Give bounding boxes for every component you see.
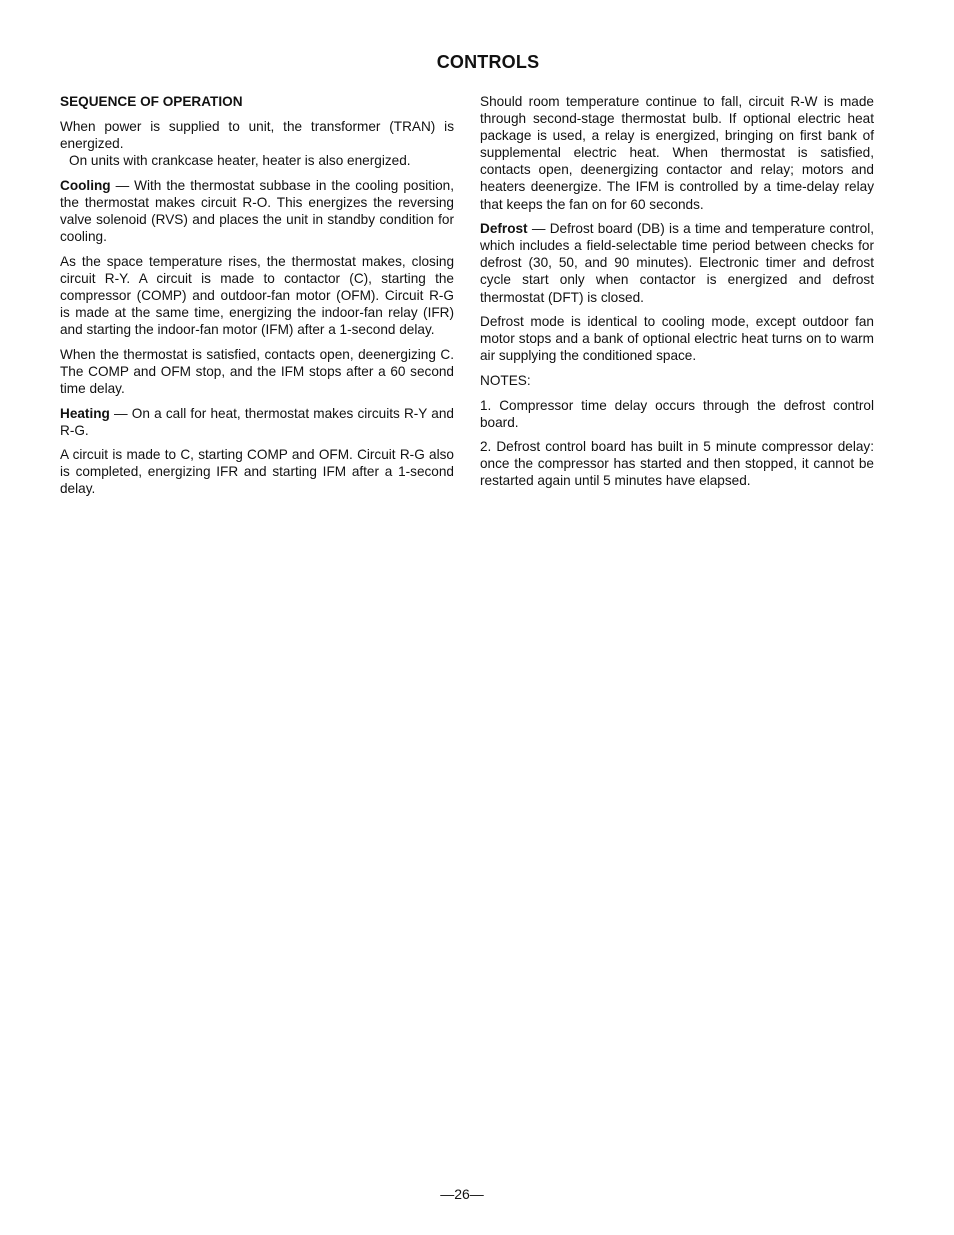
paragraph-circuit-to-c: A circuit is made to C, starting COMP and OFM. Circuit R-G also is completed, energizing IFR and starting IFM after a 1-second delay. — [60, 447, 454, 497]
section-heading-sequence-of-operation: SEQUENCE OF OPERATION — [60, 94, 243, 109]
paragraph-room-temperature-fall: Should room temperature continue to fall, circuit R-W is made through second-stage thermostat bulb. If optional electric heat package is used, a relay is energized, bringing on first bank of supplemental electric heat. When thermostat is satisfied, contacts open, deenergizing contactor and relay; motors and heaters deenergize. The IFM is controlled by a time-delay relay that keeps the fan on for 60 seconds. — [480, 94, 874, 212]
paragraph-crankcase-heater: On units with crankcase heater, heater is also energized. — [69, 153, 411, 169]
heating-description: — On a call for heat, thermostat makes circuits R-Y and R-G. — [60, 405, 454, 438]
paragraph-defrost-mode: Defrost mode is identical to cooling mode, except outdoor fan motor stops and a bank of optional electric heat turns on to warm air supplying the conditioned space. — [480, 314, 874, 364]
paragraph-defrost — [480, 220, 874, 305]
term-heating: Heating — [60, 405, 110, 421]
paragraph-power-supply: When power is supplied to unit, the transformer (TRAN) is energized. — [60, 119, 454, 152]
term-cooling: Cooling — [60, 177, 111, 193]
page-number: —26— — [440, 1186, 484, 1202]
paragraph-heating — [60, 405, 454, 439]
cooling-description: — With the thermostat subbase in the cooling position, the thermostat makes circuit R-O. This energizes the reversing valve solenoid (RVS) and places the unit in standby condition for cooling. — [60, 177, 454, 245]
paragraph-thermostat-satisfied: When the thermostat is satisfied, contacts open, deenergizing C. The COMP and OFM stop, and the IFM stops after a 60 second time delay. — [60, 346, 454, 396]
page-title: CONTROLS — [436, 52, 540, 72]
paragraph-cooling — [60, 177, 454, 245]
notes-label: NOTES: — [480, 372, 531, 388]
defrost-description: — Defrost board (DB) is a time and temperature control, which includes a field-selectable time period between checks for defrost (30, 50, and 90 minutes). Electronic timer and defrost cycle start only when contactor is energized and defrost thermostat (DFT) is closed. — [480, 221, 874, 305]
paragraph-space-temperature-rises: As the space temperature rises, the thermostat makes, closing circuit R-Y. A circuit is made to contactor (C), starting the compressor (COMP) and outdoor-fan motor (OFM). Circuit R-G is made at the same time, energizing the indoor-fan relay (IFR) and starting the indoor-fan motor (IFM) after a 1-second delay. — [60, 253, 454, 338]
left-column — [60, 93, 454, 505]
right-column — [480, 93, 874, 497]
note-1: 1. Compressor time delay occurs through the defrost control board. — [480, 397, 874, 430]
note-2: 2. Defrost control board has built in 5 minute compressor delay: once the compressor has started and then stopped, it cannot be restarted again until 5 minutes have elapsed. — [480, 439, 874, 489]
term-defrost: Defrost — [480, 221, 528, 237]
